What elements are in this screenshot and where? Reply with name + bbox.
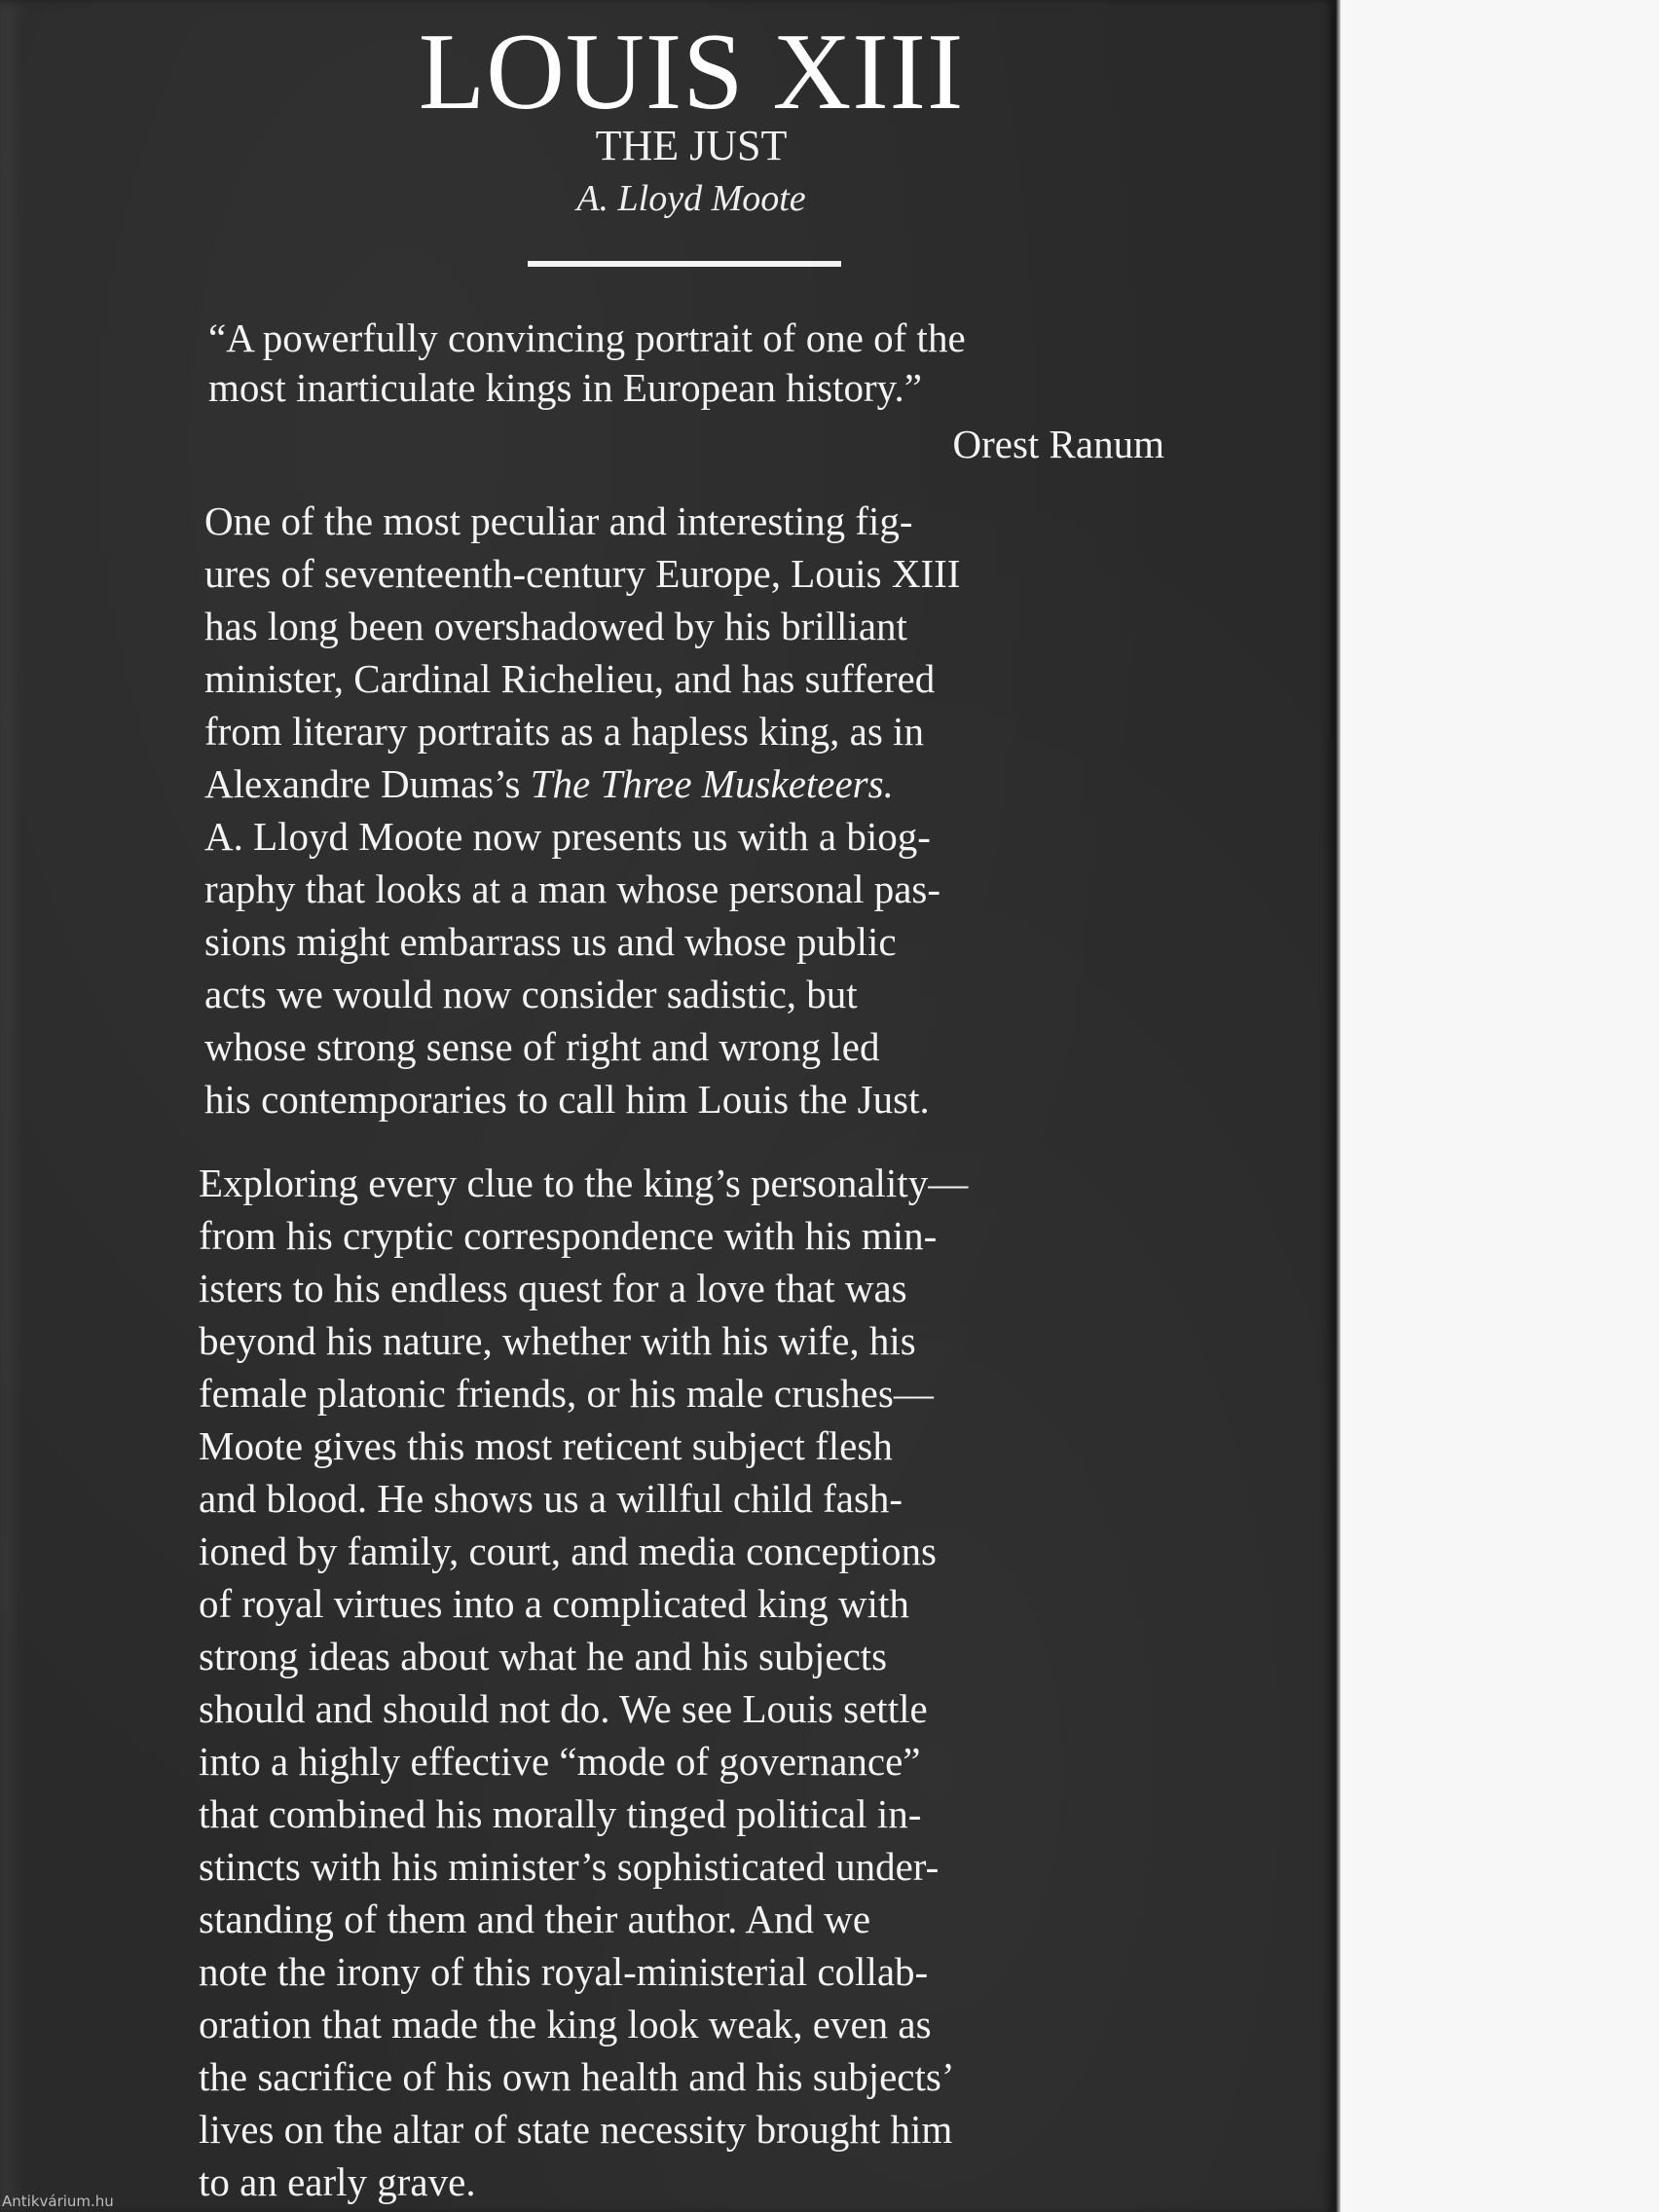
text-line: One of the most peculiar and interesting fig- — [204, 498, 913, 543]
text-line: isters to his endless quest for a love that was — [199, 1266, 907, 1310]
watermark: Antikvárium.hu — [2, 2193, 114, 2210]
book-subtitle: THE JUST — [595, 122, 788, 169]
text-line: of royal virtues into a complicated king with — [199, 1581, 909, 1626]
text-line: A. Lloyd Moote now presents us with a biog- — [204, 814, 931, 859]
text-line: female platonic friends, or his male crushes— — [199, 1371, 934, 1416]
text-line: strong ideas about what he and his subjects — [199, 1634, 888, 1678]
text-line: acts we would now consider sadistic, but — [204, 972, 858, 1016]
text-line: beyond his nature, whether with his wife, his — [199, 1318, 916, 1363]
quote-line: most inarticulate kings in European history.” — [208, 365, 922, 410]
text-line-prefix: Alexandre Dumas’s — [204, 761, 531, 806]
title-divider — [528, 261, 841, 267]
text-line: and blood. He shows us a willful child fash- — [199, 1476, 903, 1521]
text-line: raphy that looks at a man whose personal pas- — [204, 866, 941, 911]
review-quote — [208, 313, 1182, 413]
text-line: oration that made the king look weak, even as — [199, 2002, 932, 2046]
text-line: has long been overshadowed by his brilliant — [204, 604, 907, 648]
text-line: ioned by family, court, and media conceptions — [199, 1529, 937, 1573]
text-line — [204, 757, 960, 810]
book-title: LOUIS XIII — [418, 12, 965, 132]
text-line: the sacrifice of his own health and his subjects’ — [199, 2054, 955, 2099]
text-line: ures of seventeenth-century Europe, Louis XIII — [204, 551, 961, 596]
text-line: to an early grave. — [199, 2159, 476, 2204]
text-line: Moote gives this most reticent subject flesh — [199, 1423, 893, 1468]
text-line: that combined his morally tinged political in- — [199, 1791, 922, 1836]
book-reference-title: The Three Musketeers. — [530, 761, 894, 806]
text-line: lives on the altar of state necessity brought him — [199, 2107, 953, 2152]
text-line: whose strong sense of right and wrong led — [204, 1024, 880, 1069]
book-author: A. Lloyd Moote — [576, 178, 806, 219]
text-line: note the irony of this royal-ministerial collab- — [199, 1949, 929, 1994]
cover-edge-shadow — [1336, 0, 1341, 2212]
text-line: Exploring every clue to the king’s personality— — [199, 1161, 969, 1205]
text-line: his contemporaries to call him Louis the Just. — [204, 1077, 930, 1122]
quote-attribution: Orest Ranum — [952, 422, 1164, 466]
text-line: from literary portraits as a hapless king, as in — [204, 709, 924, 754]
text-line: stincts with his minister’s sophisticated under- — [199, 1844, 940, 1889]
description-paragraph-1 — [204, 495, 960, 1125]
quote-line: “A powerfully convincing portrait of one of the — [208, 315, 966, 360]
text-line: should and should not do. We see Louis settle — [199, 1686, 928, 1731]
description-paragraph-2 — [199, 1157, 968, 2208]
text-line: into a highly effective “mode of governance” — [199, 1739, 921, 1784]
text-line: standing of them and their author. And we — [199, 1897, 871, 1941]
text-line: sions might embarrass us and whose public — [204, 919, 897, 964]
text-line: minister, Cardinal Richelieu, and has suffered — [204, 656, 936, 701]
text-line: from his cryptic correspondence with his min- — [199, 1213, 938, 1258]
